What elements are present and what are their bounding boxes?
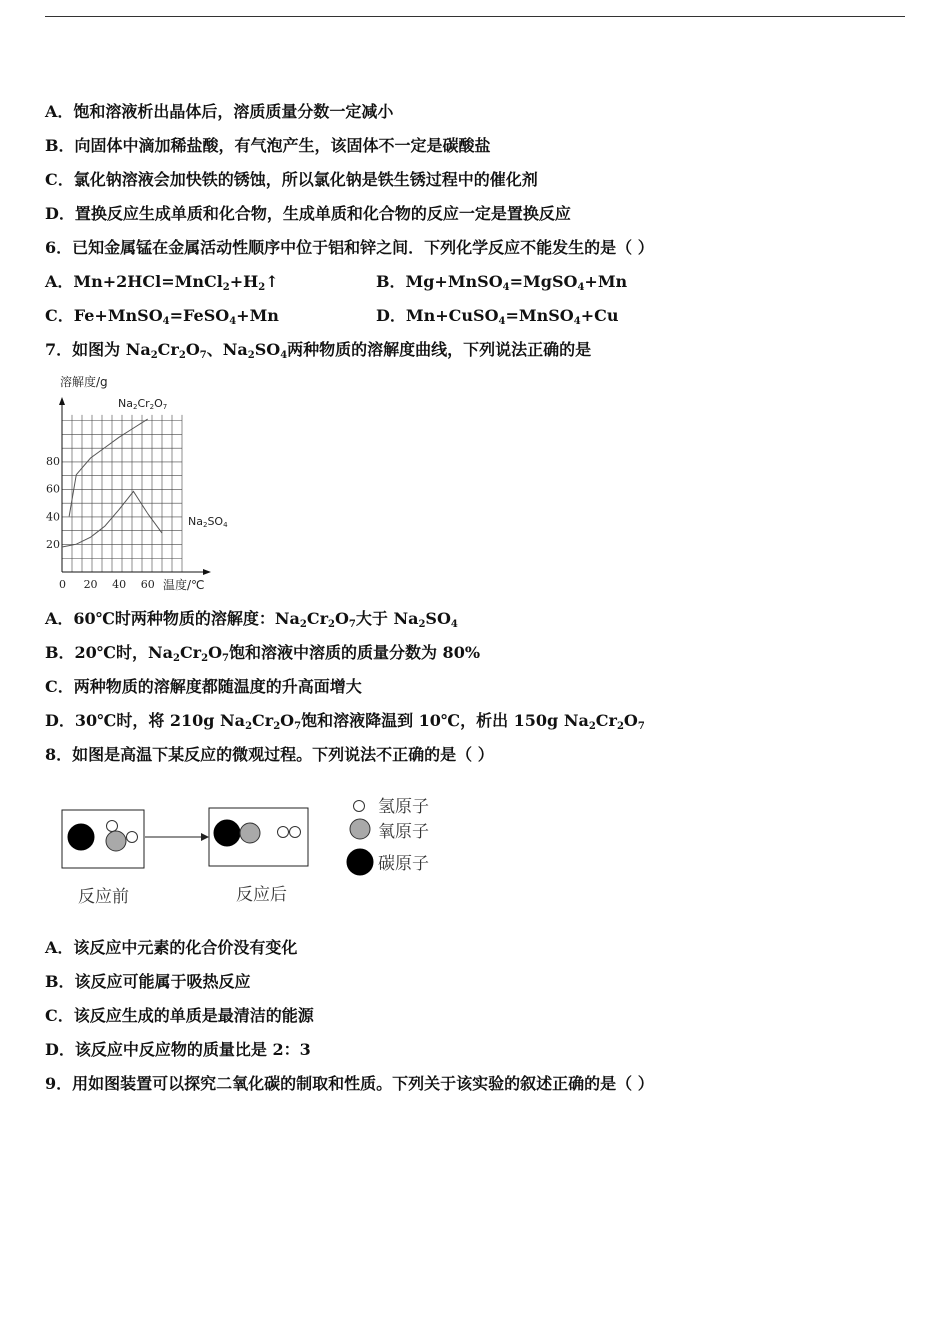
y-tick-label: 20 <box>46 538 60 552</box>
chart-ylabel: 溶解度/g <box>60 375 108 389</box>
q9-stem: 9．用如图装置可以探究二氧化碳的制取和性质。下列关于该实验的叙述正确的是（ ） <box>45 1074 654 1093</box>
x-tick-labels <box>59 578 155 591</box>
q7-option-b: B．20℃时，$Na_2Cr_2O_7$饱和溶液中溶质的质量分数为 80% <box>45 643 481 664</box>
q5-option-b: B．向固体中滴加稀盐酸，有气泡产生，该固体不一定是碳酸盐 <box>45 136 491 155</box>
x-tick-label: 0 <box>59 578 66 591</box>
hydrogen-atom-icon <box>290 827 301 838</box>
q8-option-d: D．该反应中反应物的质量比是 2：3 <box>45 1040 311 1059</box>
series-label-na2cr2o7: Na2Cr2O7 <box>118 397 168 411</box>
after-label: 反应后 <box>236 885 287 905</box>
q7-option-c: C．两种物质的溶解度都随温度的升高面增大 <box>45 677 362 696</box>
y-tick-label: 80 <box>46 454 60 468</box>
q7-option-a: A．60℃时两种物质的溶解度：$Na_2Cr_2O_7$大于 $Na_2SO_4$ <box>45 609 458 630</box>
oxygen-atom-icon <box>240 823 260 843</box>
x-tick-label: 20 <box>83 578 98 591</box>
series-na2cr2o7-line <box>69 419 148 516</box>
legend-hydrogen-icon <box>354 801 365 812</box>
oxygen-atom-icon <box>106 831 126 851</box>
y-tick-labels <box>46 455 60 551</box>
chart-xlabel: 温度/℃ <box>163 578 205 592</box>
header-rule <box>45 16 905 17</box>
y-axis-arrow-icon <box>59 397 65 405</box>
reaction-diagram <box>55 785 455 915</box>
series-label-na2so4: Na2SO4 <box>188 515 228 529</box>
legend-hydrogen-label: 氢原子 <box>378 797 429 817</box>
q7-option-d: D．30℃时，将 210g $Na_2Cr_2O_7$饱和溶液降温到 10℃，析出 150g $Na_2Cr_2O_7$ <box>45 711 645 732</box>
q6-option-a: A．$Mn+2HCl=MnCl_2+H_2↑$ <box>45 272 279 293</box>
hydrogen-atom-icon <box>278 827 289 838</box>
chart-grid <box>62 415 182 572</box>
legend-oxygen-label: 氧原子 <box>378 822 429 842</box>
q7-stem: 7．如图为 $Na_2Cr_2O_7$、$Na_2SO_4$两种物质的溶解度曲线，下列说法正确的是 <box>45 340 592 361</box>
q8-option-a: A．该反应中元素的化合价没有变化 <box>45 938 298 957</box>
x-tick-label: 60 <box>140 578 155 591</box>
y-tick-label: 40 <box>46 510 60 524</box>
arrow-head-icon <box>201 833 209 841</box>
q8-stem: 8．如图是高温下某反应的微观过程。下列说法不正确的是（ ） <box>45 745 494 764</box>
q5-option-c: C．氯化钠溶液会加快铁的锈蚀，所以氯化钠是铁生锈过程中的催化剂 <box>45 170 538 189</box>
x-tick-label: 40 <box>112 578 127 591</box>
hydrogen-atom-icon <box>107 821 118 832</box>
q6-option-d: D．Mn+CuSO$_4$=MnSO$_4$+Cu <box>376 306 619 327</box>
q6-option-c: C．Fe+MnSO$_4$=FeSO$_4$+Mn <box>45 306 279 327</box>
q5-option-a: A．饱和溶液析出晶体后，溶质质量分数一定减小 <box>45 102 394 121</box>
q6-option-b: B．Mg+MnSO$_4$=MgSO$_4$+Mn <box>376 272 628 293</box>
legend-oxygen-icon <box>350 819 370 839</box>
solubility-chart <box>40 370 240 595</box>
legend-carbon-icon <box>347 849 373 875</box>
q6-stem: 6．已知金属锰在金属活动性顺序中位于铝和锌之间．下列化学反应不能发生的是（ ） <box>45 238 654 257</box>
x-axis-arrow-icon <box>203 569 211 575</box>
q8-option-c: C．该反应生成的单质是最清洁的能源 <box>45 1006 314 1025</box>
before-label: 反应前 <box>78 887 129 907</box>
legend-carbon-label: 碳原子 <box>378 854 429 874</box>
y-tick-label: 60 <box>46 482 60 496</box>
carbon-atom-icon <box>68 824 94 850</box>
q8-option-b: B．该反应可能属于吸热反应 <box>45 972 251 991</box>
carbon-atom-icon <box>214 820 240 846</box>
q5-option-d: D．置换反应生成单质和化合物，生成单质和化合物的反应一定是置换反应 <box>45 204 571 223</box>
hydrogen-atom-icon <box>127 832 138 843</box>
